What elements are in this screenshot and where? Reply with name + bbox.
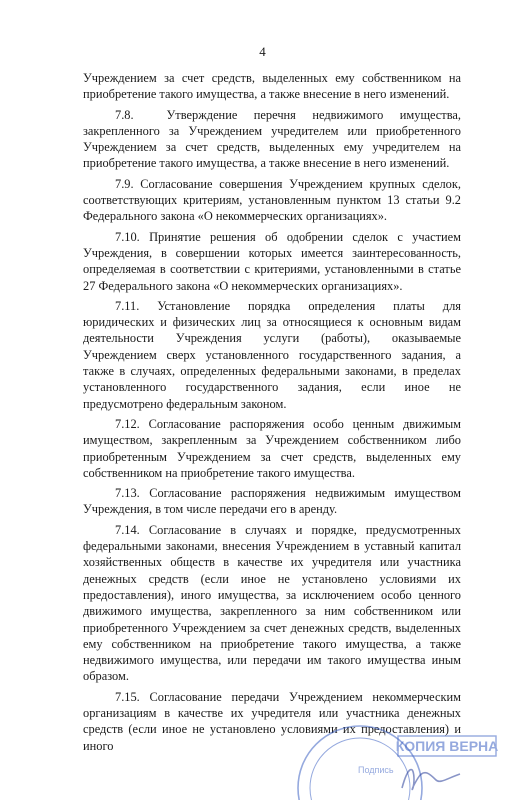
paragraph-7-14: 7.14. Согласование в случаях и порядке, предусмотренных федеральными законами, внесения Учреждением в уставный капитал хозяйственных обществ в качестве их учредителя или участника денежных средств (если иное не установлено условиями их предоставления), иного имущества, за исключением особо ценного движимого имущества, закрепленного за ним собственником или приобретенного Учреждением за счет денежных средств, выделенных ему собственником на приобретение такого имущества, а также недвижимого имущества, или передачи им такого имущества иным образом. [83,522,461,684]
stamp-text-main: КОПИЯ ВЕРНА [395,738,499,754]
paragraph-7-15: 7.15. Согласование передачи Учреждением некоммерческим организациям в качестве их учредителя или участника денежных средств (если иное не установлено условиями их предоставления) и иного [83,689,461,753]
paragraph-7-13: 7.13. Согласование распоряжения недвижимым имуществом Учреждения, в том числе передачи его в аренду. [83,486,461,517]
paragraph-7-11: 7.11. Установление порядка определения платы для юридических и физических лиц за относящиеся к основным видам деятельности Учреждения услуги (работы), оказываемые Учреждением сверх установленного государственного задания, а также в случаях, определенных федеральными законами, в пределах установленного государственного задания, если иное не предусмотрено федеральным законом. [83,298,461,411]
page-number: 4 [259,44,266,59]
paragraph-7-10: 7.10. Принятие решения об одобрении сделок с участием Учреждения, в совершении которых имеется заинтересованность, определяемая в соответствии с критериями, установленными в статье 27 Федерального закона «О некоммерческих организациях». [83,229,461,293]
paragraph-7-8: 7.8. Утверждение перечня недвижимого имущества, закрепленного за Учреждением учредителем или приобретенного Учреждением за счет средств, выделенных ему учредителем на приобретение такого имущества, а также внесение в него изменений. [83,107,461,171]
stamp-text-sign: Подпись [358,765,394,775]
paragraph-continuation: Учреждением за счет средств, выделенных ему собственником на приобретение такого имущества, а также внесение в него изменений. [83,71,461,102]
paragraph-7-9: 7.9. Согласование совершения Учреждением крупных сделок, соответствующих критериям, установленным пунктом 13 статьи 9.2 Федерального закона «О некоммерческих организациях». [83,176,461,224]
document-body [83,70,461,758]
paragraph-7-12: 7.12. Согласование распоряжения особо ценным движимым имуществом, закрепленным за Учреждением собственником либо приобретенным Учреждением за счет средств, выделенных ему собственником на приобретение такого имущества. [83,416,461,480]
handwritten-signature [402,770,460,790]
